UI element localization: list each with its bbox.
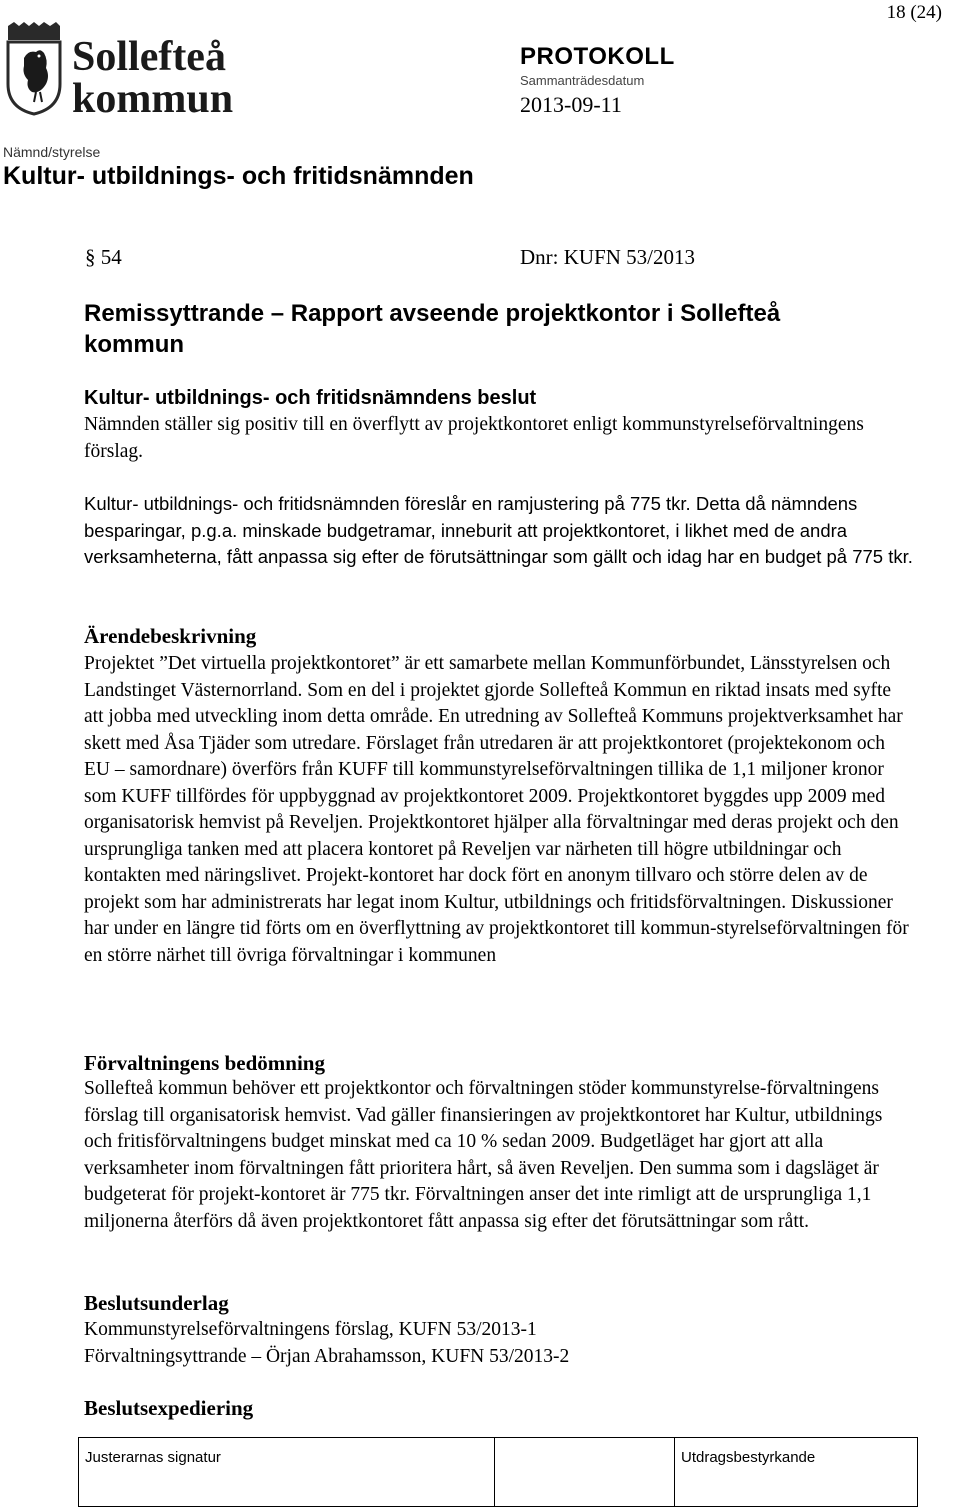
- org-label: Nämnd/styrelse: [3, 144, 101, 160]
- dnr-number: Dnr: KUFN 53/2013: [520, 245, 696, 269]
- meeting-date: 2013-09-11: [520, 92, 622, 117]
- signature-cell: [79, 1438, 495, 1506]
- protocol-title: PROTOKOLL: [520, 43, 675, 70]
- municipality-logo: [6, 20, 264, 116]
- signature-blank-cell: [495, 1438, 675, 1506]
- basis-item: Kommunstyrelseförvaltningens förslag, KUFN 53/2013-1: [84, 1319, 537, 1340]
- description-text: Projektet ”Det virtuella projektkontoret” är ett samarbete mellan Kommunförbundet, Länsstyrelsen och Landstinget Västernorrland. Som en del i projektet gjorde Sollefteå Kommun en riktad insats med syfte att jobba med utveckling inom detta område. En utredning av Sollefteå Kommuns projektverksamhet har skett med Åsa Tjäder som utredare. Förslaget från utredaren är att projektkontoret (projektekonom och EU – samordnare) överförs från KUFF till kommunstyrelseförvaltningen tillika de 1,1 miljoner kronor som KUFF tillfördes för uppbyggnad av projektkontoret 2009. Projektkontoret byggdes upp 2009 med organisatorisk hemvist på Reveljen. Projektkontoret hjälper alla förvaltningar med deras projekt och den ursprungliga tanken med att placera kontoret på Reveljen var närheten till högre utbildningar och kontakten med näringslivet. Projekt-kontoret har dock fört en anonym tillvaro och större delen av de projekt som har administrerats har legat inom Kultur, utbildnings och fritidsförvaltningen. Diskussioner har under en längre tid förts om en överflyttning av projektkontoret till kommun-styrelseförvaltningen för en större närhet till övriga förvaltningar i kommunen: [84, 653, 909, 966]
- basis-item: Förvaltningsyttrande – Örjan Abrahamsson, KUFN 53/2013-2: [84, 1345, 570, 1367]
- assessment-text: Sollefteå kommun behöver ett projektkontor och förvaltningen stöder kommunstyrelse-förvaltningens förslag till organisatorisk hemvist. Vad gäller finansieringen av projektkontoret har Kultur, utbildnings och fritisförvaltningens budget minskat med ca 10 % sedan 2009. Budgetläget har gjort att alla verksamheter inom förvaltningen fått prioritera hårt, så även Reveljen. Den summa som i dagsläget är budgeterat för projekt-kontoret är 775 tkr. Förvaltningen anser det inte rimligt att de ursprungliga 1,1 miljonerna återförs då även projektkontoret fått anpassa sig efter det förutsättningar som rått.: [84, 1078, 883, 1232]
- meeting-date-label: Sammanträdesdatum: [520, 73, 645, 88]
- footer-signature-box: [78, 1437, 918, 1507]
- page-number: 18 (24): [886, 2, 942, 23]
- assessment-heading: Förvaltningens bedömning: [84, 1051, 325, 1075]
- basis-list: [84, 1317, 569, 1370]
- org-name: Kultur- utbildnings- och fritidsnämnden: [3, 162, 474, 190]
- decision-text: Nämnden ställer sig positiv till en överflytt av projektkontoret enligt kommunstyrelseförvaltningens förslag.: [84, 414, 864, 462]
- capercaillie-crest-icon: [8, 22, 60, 114]
- signature-label: Justerarnas signatur: [85, 1449, 221, 1466]
- extract-cell: [675, 1438, 917, 1506]
- paragraph-number: § 54: [85, 245, 122, 269]
- basis-heading: Beslutsunderlag: [84, 1291, 229, 1315]
- extract-label: Utdragsbestyrkande: [681, 1449, 816, 1466]
- page-title: Remissyttrande – Rapport avseende projektkontor i Sollefteå kommun: [84, 300, 781, 358]
- decision-text-2: Kultur- utbildnings- och fritidsnämnden föreslår en ramjustering på 775 tkr. Detta då nämndens besparingar, p.g.a. minskade budgetramar, inneburit att projektkontoret, i likhet med de andra verksamheterna, fått anpassa sig efter de förutsättningar som gällt och idag har en budget på 775 tkr.: [84, 493, 913, 567]
- dispatch-heading: Beslutsexpediering: [84, 1396, 254, 1420]
- logo-text-line2: kommun: [72, 76, 234, 116]
- logo-text-line1: Sollefteå: [72, 34, 226, 80]
- decision-heading: Kultur- utbildnings- och fritidsnämndens beslut: [84, 387, 537, 409]
- description-heading: Ärendebeskrivning: [84, 624, 257, 648]
